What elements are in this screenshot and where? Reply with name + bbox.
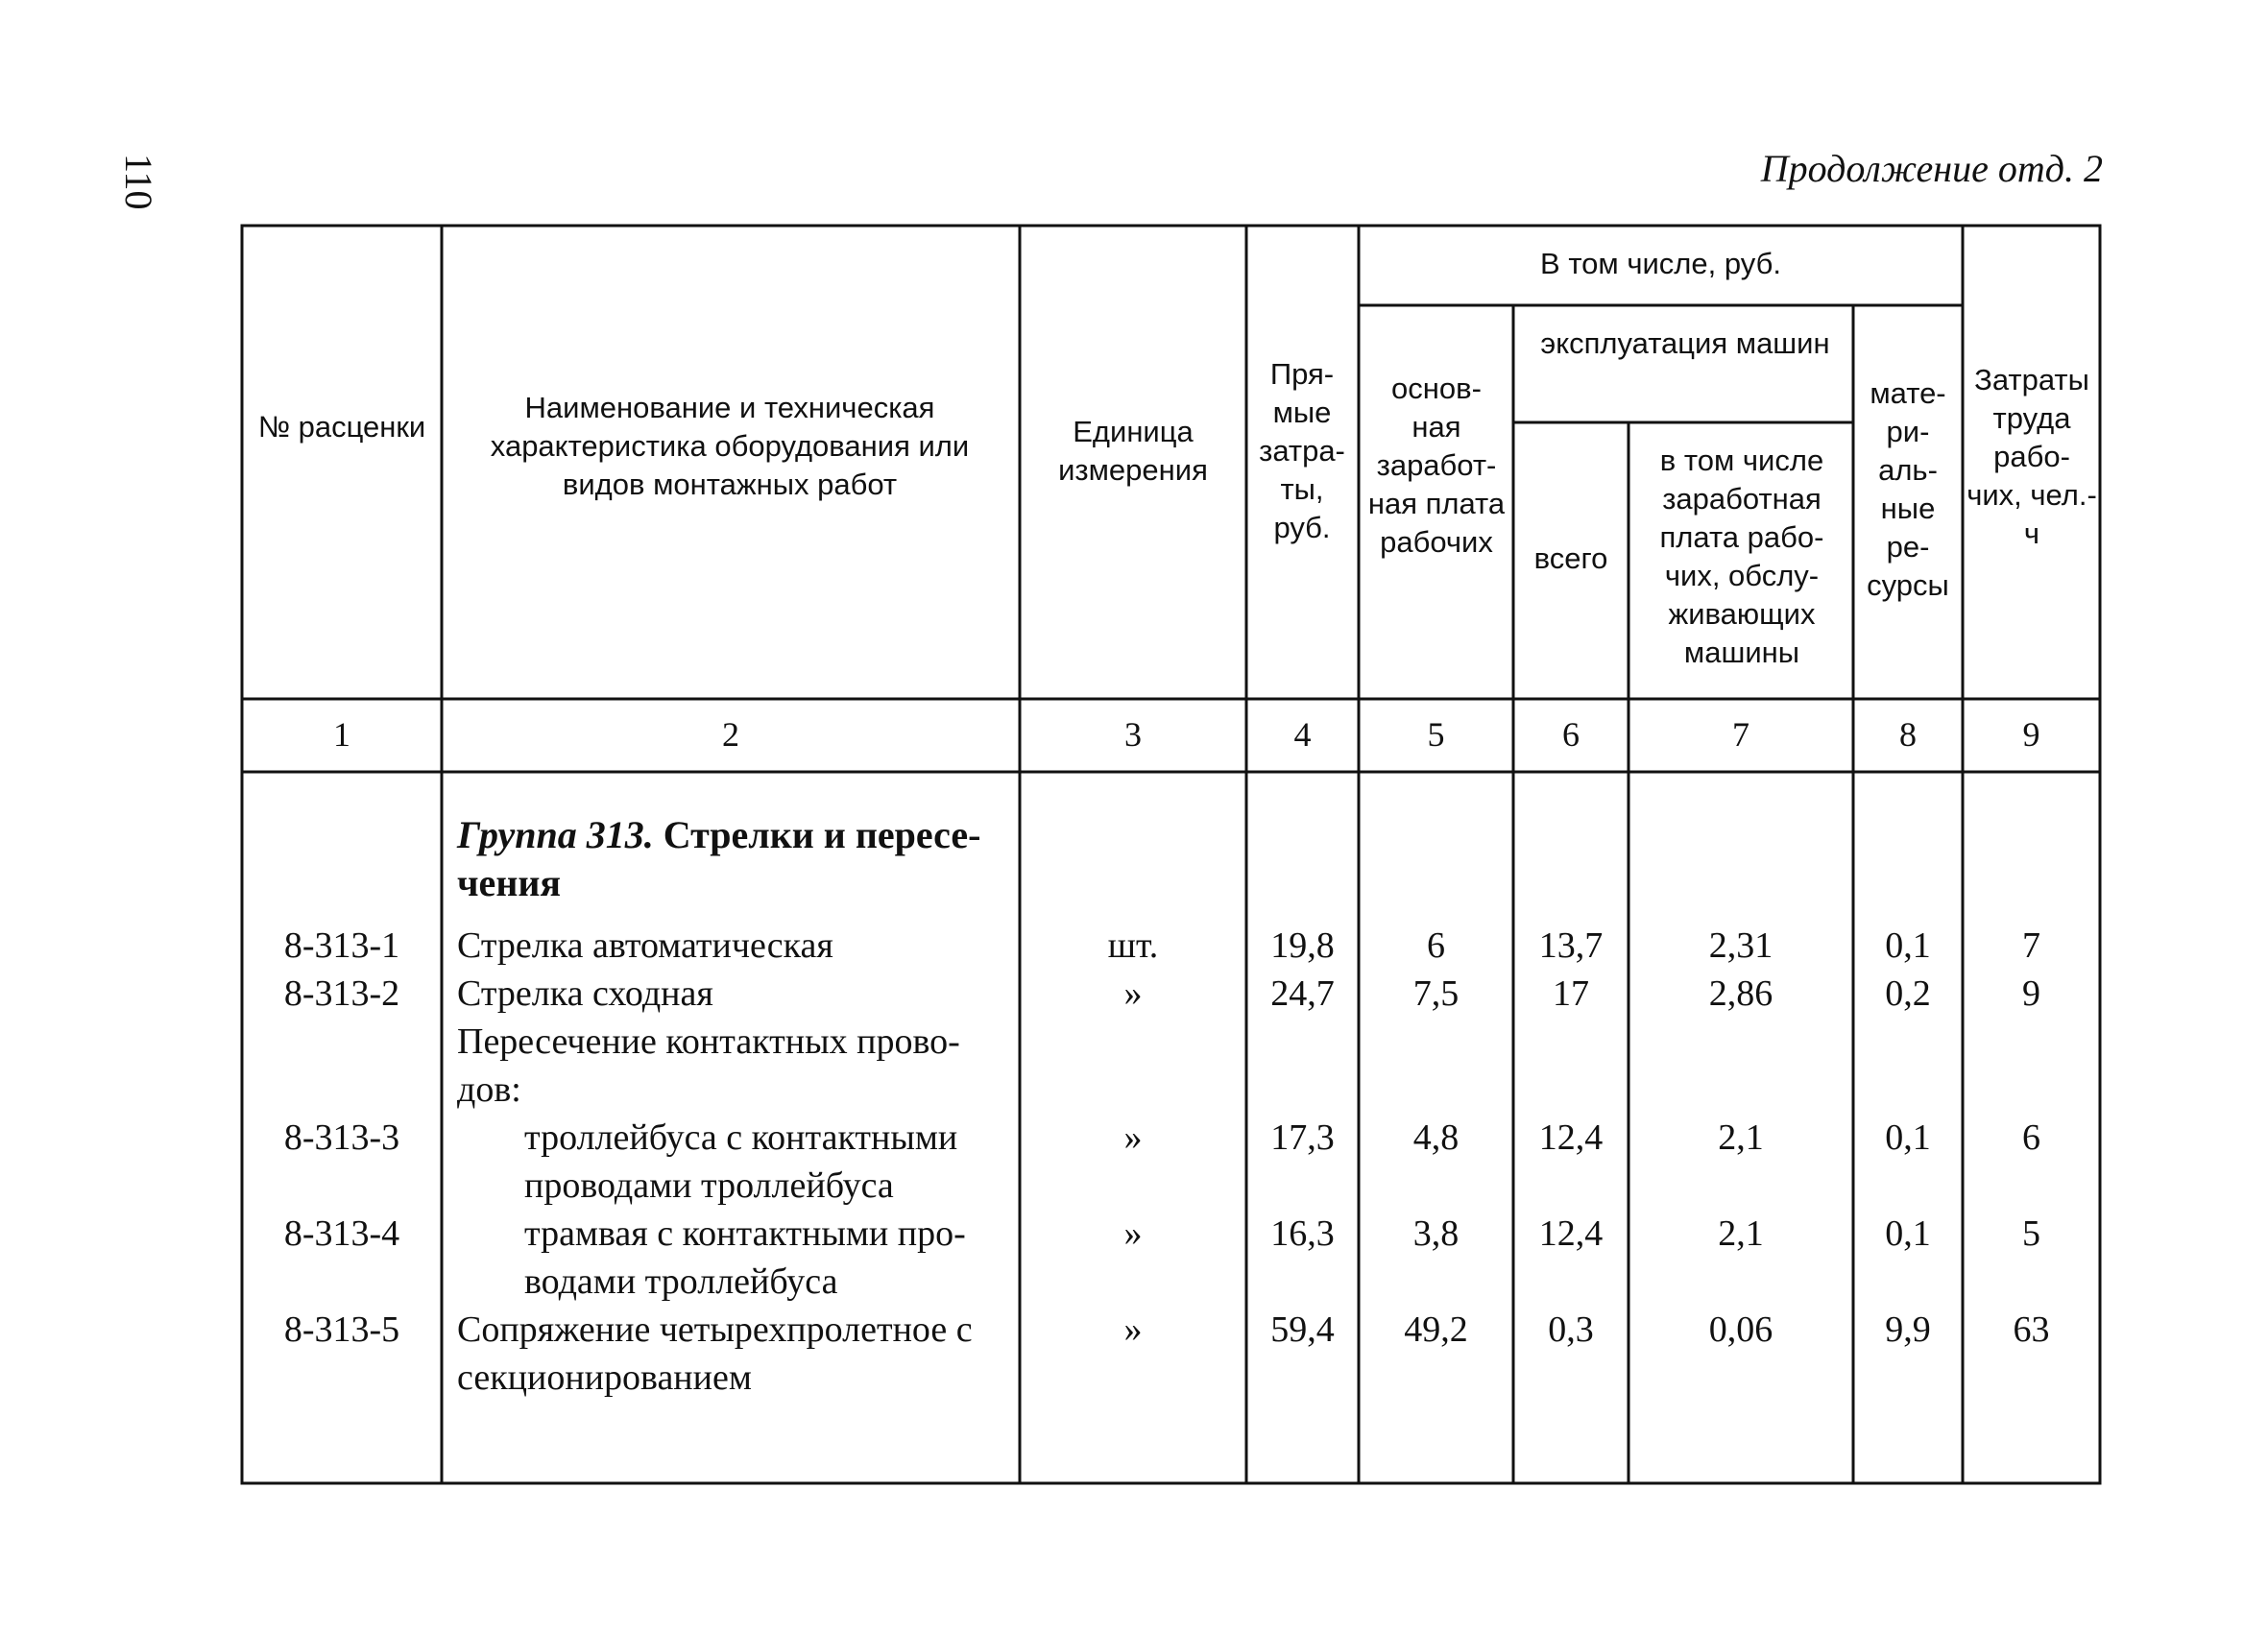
row-machine-total: 12,4: [1538, 1213, 1604, 1254]
row-machine-wage: 2,86: [1708, 973, 1773, 1014]
row-direct-costs: 17,3: [1270, 1117, 1335, 1158]
column-index-8: 8: [1899, 715, 1917, 754]
row-labor: 5: [2022, 1213, 2040, 1254]
row-base-wage: 4,8: [1412, 1117, 1460, 1158]
row-subheading: Пересечение контактных прово- дов:: [457, 1021, 960, 1110]
rate-code: 8-313-2: [283, 973, 400, 1014]
row-direct-costs: 24,7: [1270, 973, 1335, 1014]
row-materials: 0,1: [1885, 1117, 1931, 1158]
row-name: трамвая с контактными про- водами троллейбуса: [524, 1213, 966, 1302]
column-index-2: 2: [722, 715, 739, 754]
row-machine-wage: 2,1: [1718, 1117, 1764, 1158]
row-name: троллейбуса с контактными проводами троллейбуса: [524, 1117, 958, 1206]
row-name: Стрелка автоматическая: [457, 925, 833, 966]
row-base-wage: 3,8: [1412, 1213, 1460, 1254]
header-unit: Единица измерения: [1058, 415, 1208, 487]
row-base-wage: 6: [1427, 925, 1445, 966]
row-unit: шт.: [1107, 925, 1159, 966]
row-machine-wage: 0,06: [1708, 1309, 1773, 1350]
row-unit: »: [1123, 973, 1143, 1014]
row-materials: 0,2: [1885, 973, 1931, 1014]
row-base-wage: 49,2: [1404, 1309, 1468, 1350]
page-number: 110: [117, 154, 160, 210]
row-name: Сопряжение четырехпролетное с секционированием: [457, 1309, 973, 1398]
row-unit: »: [1123, 1213, 1143, 1254]
group-title: [457, 811, 1014, 907]
header-materials: мате- ри- аль- ные ре- сурсы: [1867, 376, 1949, 602]
header-machine-wage: в том числе заработная плата рабо- чих, обслу- живающих машины: [1659, 444, 1824, 669]
row-materials: 0,1: [1885, 1213, 1931, 1254]
row-name: Стрелка сходная: [457, 973, 713, 1014]
row-machine-total: 0,3: [1548, 1309, 1594, 1350]
group-prefix: Группа 313.: [457, 813, 654, 856]
row-materials: 0,1: [1885, 925, 1931, 966]
row-direct-costs: 59,4: [1270, 1309, 1335, 1350]
header-total: всего: [1533, 541, 1608, 575]
group-name: Стрелки и пересе- чения: [457, 813, 981, 904]
row-base-wage: 7,5: [1412, 973, 1460, 1014]
rate-code: 8-313-4: [283, 1213, 400, 1254]
row-machine-wage: 2,31: [1708, 925, 1773, 966]
column-index-7: 7: [1732, 715, 1749, 754]
row-machine-total: 17: [1553, 973, 1589, 1014]
rate-code: 8-313-1: [283, 925, 400, 966]
header-labor: Затраты труда рабо- чих, чел.-ч: [1966, 363, 2097, 550]
row-direct-costs: 19,8: [1270, 925, 1335, 966]
header-including: В том числе, руб.: [1540, 247, 1781, 280]
row-direct-costs: 16,3: [1270, 1213, 1335, 1254]
header-name: Наименование и техническая характеристика оборудования или видов монтажных работ: [490, 391, 970, 501]
row-machine-wage: 2,1: [1718, 1213, 1764, 1254]
row-unit: »: [1123, 1117, 1143, 1158]
row-machine-total: 13,7: [1538, 925, 1604, 966]
column-index-3: 3: [1124, 715, 1142, 754]
header-machine-exploitation: эксплуатация машин: [1540, 326, 1830, 360]
column-index-1: 1: [333, 715, 350, 754]
rate-code: 8-313-3: [283, 1117, 400, 1158]
row-labor: 9: [2022, 973, 2040, 1014]
row-labor: 63: [2013, 1309, 2050, 1350]
column-index-9: 9: [2022, 715, 2040, 754]
row-materials: 9,9: [1885, 1309, 1931, 1350]
row-unit: »: [1123, 1309, 1143, 1350]
column-index-5: 5: [1427, 715, 1445, 754]
column-index-4: 4: [1293, 715, 1312, 754]
header-rate-number: № расценки: [257, 410, 426, 444]
row-machine-total: 12,4: [1538, 1117, 1604, 1158]
row-labor: 7: [2022, 925, 2040, 966]
header-base-wage: основ- ная заработ- ная плата рабочих: [1367, 372, 1506, 559]
running-head: Продолжение отд. 2: [1760, 147, 2103, 190]
rate-code: 8-313-5: [283, 1309, 400, 1350]
row-labor: 6: [2022, 1117, 2040, 1158]
column-index-6: 6: [1562, 715, 1580, 754]
header-direct-costs: Пря- мые затра- ты, руб.: [1259, 357, 1345, 544]
